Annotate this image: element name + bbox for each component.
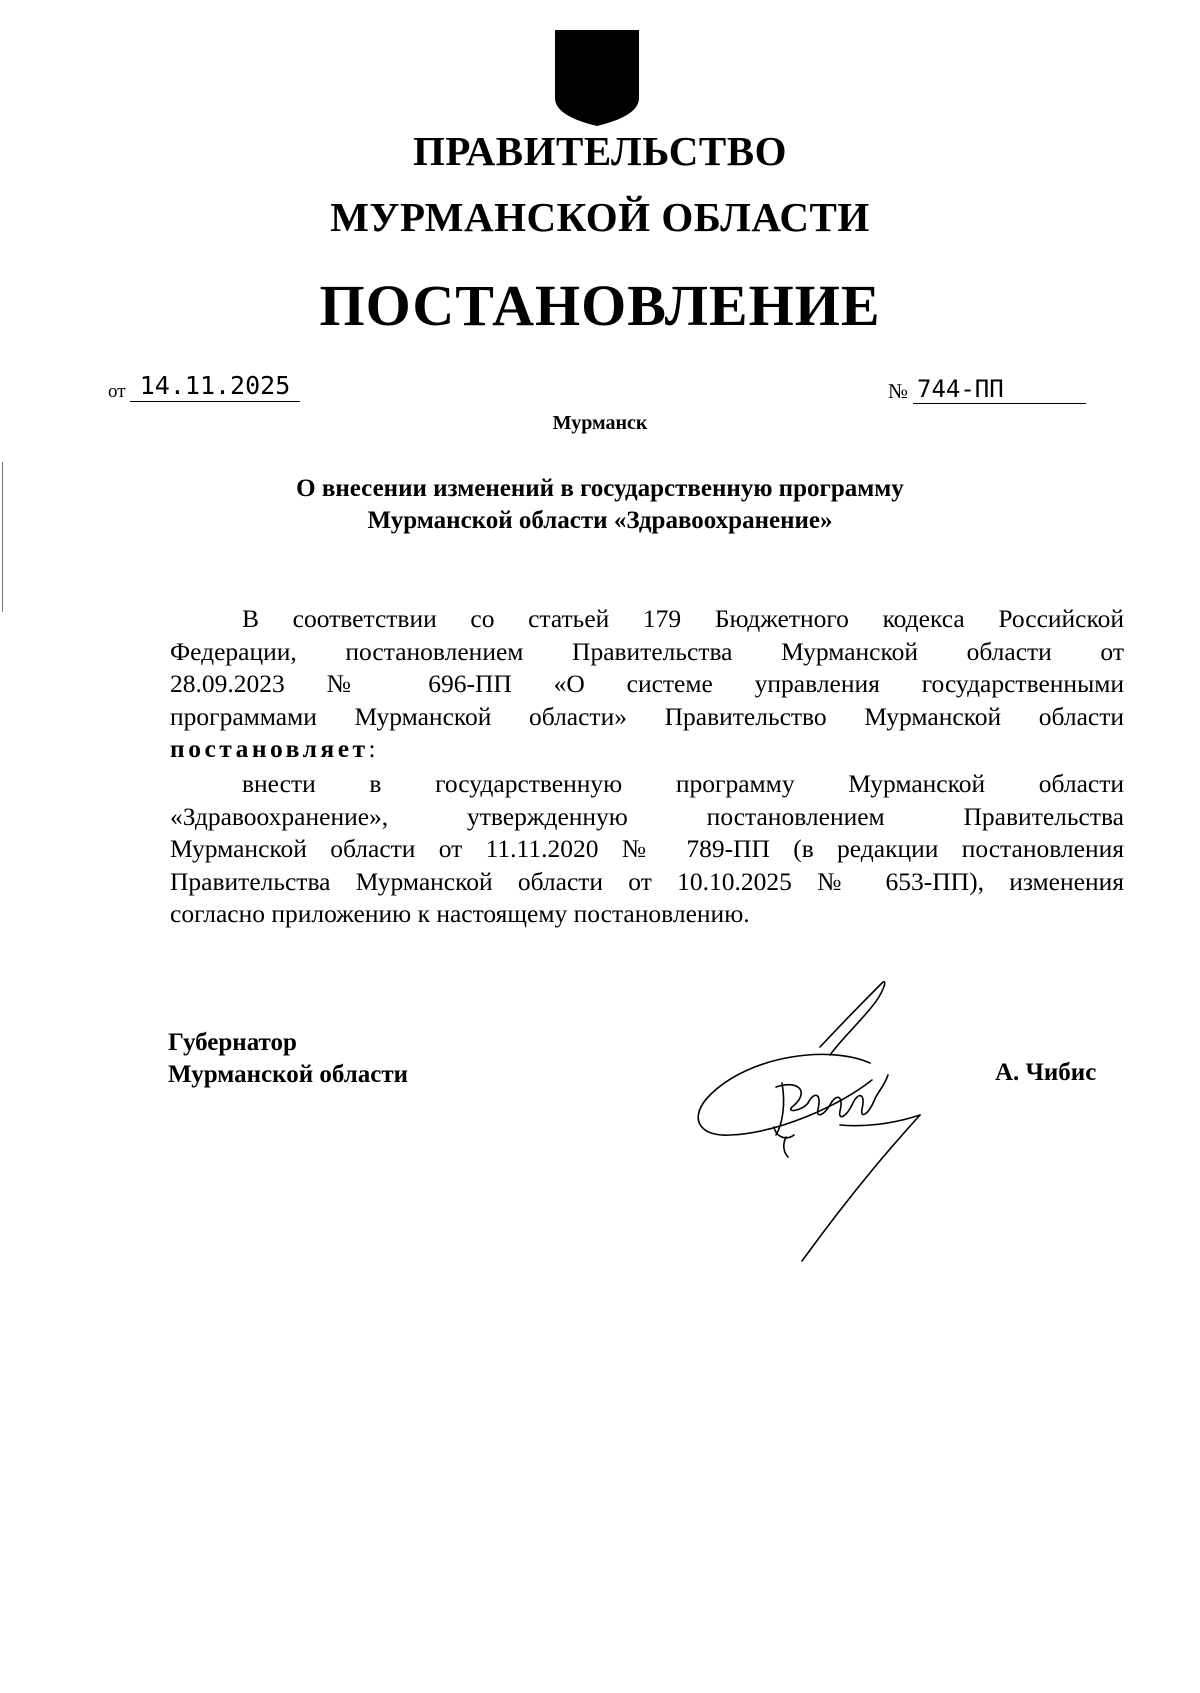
text-line: 28.09.2023 № 696-ПП «О системе управления государственными <box>170 669 1124 698</box>
signatory-title-line-1: Губернатор <box>168 1029 297 1056</box>
text-line: В соответствии со статьей 179 Бюджетного кодекса Российской <box>242 604 1124 633</box>
scan-edge-mark <box>2 462 3 612</box>
coat-of-arms-emblem-icon <box>553 28 641 128</box>
org-name-line-1: ПРАВИТЕЛЬСТВО <box>412 128 788 174</box>
decree-word: постановляет <box>170 734 369 763</box>
city-name: Мурманск <box>552 412 648 434</box>
number-label: № <box>888 379 909 403</box>
text-line: Правительства Мурманской области от 10.10.2025 № 653-ПП), изменения <box>170 866 1124 896</box>
preamble-paragraph <box>170 603 1124 766</box>
text-line: внести в государственную программу Мурманской области <box>242 769 1124 798</box>
date-label: от <box>108 381 126 402</box>
text-line: согласно приложению к настоящему постановлению. <box>170 899 750 928</box>
text-line: программами Мурманской области» Правительство Мурманской области <box>170 701 1124 731</box>
subject-line-1: О внесении изменений в государственную программу <box>296 475 904 502</box>
date-value: 14.11.2025 <box>130 371 300 402</box>
document-type-title: ПОСТАНОВЛЕНИЕ <box>319 273 881 338</box>
text-line: «Здравоохранение», утвержденную постановлением Правительства <box>170 801 1124 831</box>
signatory-title <box>168 1027 408 1091</box>
number-value: 744-ПП <box>913 374 1086 404</box>
signatory-title-line-2: Мурманской области <box>168 1061 409 1088</box>
signatory-name: А. Чибис <box>995 1059 1097 1086</box>
decree-line <box>170 733 1124 766</box>
org-name-line-2: МУРМАНСКОЙ ОБЛАСТИ <box>330 194 870 240</box>
text-line: Мурманской области от 11.11.2020 № 789-ПП (в редакции постановления <box>170 834 1124 863</box>
decision-paragraph <box>170 768 1124 931</box>
text-line: Федерации, постановлением Правительства Мурманской области от <box>170 636 1124 666</box>
subject-line-2: Мурманской области «Здравоохранение» <box>367 507 833 534</box>
decree-colon: : <box>368 734 376 763</box>
handwritten-signature-icon <box>690 975 950 1270</box>
